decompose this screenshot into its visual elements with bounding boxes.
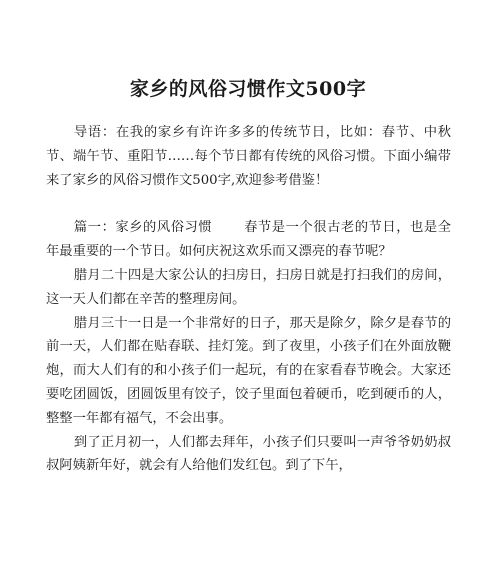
body-paragraph: 到了正月初一，人们都去拜年，小孩子们只要叫一声爷爷奶奶叔叔阿姨新年好，就会有人给他们发红包。到了下午， xyxy=(46,434,451,474)
paragraph-spacer xyxy=(46,192,451,216)
intro-paragraph: 导语：在我的家乡有许许多多的传统节日，比如：春节、中秋节、端午节、重阳节……每个节日都有传统的风俗习惯。下面小编带来了家乡的风俗习惯作文500字,欢迎参考借鉴！ xyxy=(46,125,451,188)
section-first-text: 春节是一个很古老的节日，也是全年最重要的一个节日。如何庆祝这欢乐而又漂亮的春节呢？ xyxy=(46,220,451,260)
document-body xyxy=(46,121,451,478)
section-first-paragraph xyxy=(46,216,451,264)
body-paragraph: 腊月二十四是大家公认的扫房日，扫房日就是打扫我们的房间，这一天人们都在辛苦的整理房间。 xyxy=(46,267,451,307)
body-paragraph: 腊月三十一日是一个非常好的日子，那天是除夕，除夕是春节的前一天，人们都在贴春联、挂灯笼。到了夜里，小孩子们在外面放鞭炮，而大人们有的和小孩子们一起玩，有的在家看春节晚会。大家还要吃团圆饭，团圆饭里有饺子，饺子里面包着硬币，吃到硬币的人，整整一年都有福气，不会出事。 xyxy=(46,315,451,426)
document-title: 家乡的风俗习惯作文500字 xyxy=(129,78,367,100)
section-label: 篇一：家乡的风俗习惯 xyxy=(73,220,213,236)
